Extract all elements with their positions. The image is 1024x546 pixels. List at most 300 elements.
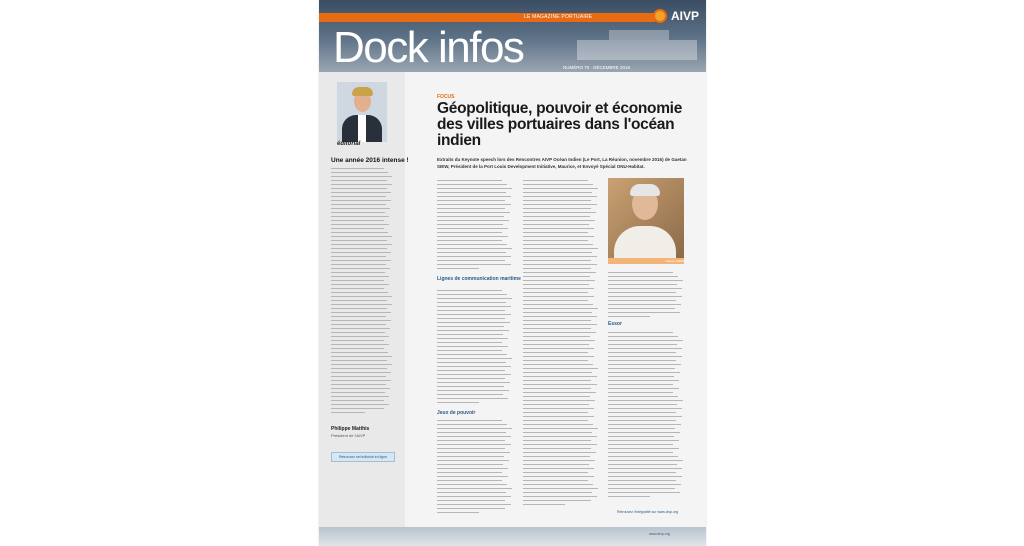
text-line (523, 312, 592, 313)
article-column-3 (608, 332, 684, 500)
text-line (608, 416, 682, 417)
article-subhead: Jeux de pouvoir (437, 410, 476, 416)
text-line (331, 336, 389, 337)
text-line (523, 216, 590, 217)
text-line (523, 304, 593, 305)
text-line (523, 276, 590, 277)
text-line (608, 356, 682, 357)
text-line (331, 188, 387, 189)
text-line (523, 320, 591, 321)
text-line (523, 372, 592, 373)
text-line (331, 256, 386, 257)
text-line (523, 220, 595, 221)
text-line (437, 354, 507, 355)
text-line (437, 512, 479, 513)
text-line (523, 228, 594, 229)
text-line (437, 252, 506, 253)
text-line (331, 276, 389, 277)
text-line (523, 388, 591, 389)
text-line (437, 334, 503, 335)
text-line (437, 432, 506, 433)
text-line (523, 420, 588, 421)
article-photo (608, 178, 684, 258)
text-line (523, 344, 589, 345)
text-line (437, 346, 508, 347)
text-line (437, 370, 505, 371)
text-line (437, 390, 509, 391)
text-line (523, 396, 590, 397)
text-line (523, 236, 594, 237)
text-line (608, 280, 683, 281)
text-line (331, 264, 386, 265)
text-line (608, 296, 682, 297)
text-line (331, 340, 384, 341)
text-line (523, 356, 594, 357)
text-line (437, 428, 512, 429)
text-line (523, 240, 588, 241)
text-line (437, 456, 504, 457)
text-line (608, 332, 673, 333)
text-line (523, 328, 591, 329)
text-line (608, 308, 675, 309)
text-line (523, 232, 588, 233)
text-line (437, 448, 505, 449)
text-line (437, 504, 511, 505)
text-line (331, 292, 388, 293)
text-line (608, 464, 677, 465)
text-line (437, 464, 503, 465)
text-line (608, 368, 675, 369)
text-line (437, 366, 511, 367)
text-line (523, 204, 597, 205)
text-line (331, 308, 387, 309)
text-line (523, 264, 597, 265)
text-line (437, 444, 511, 445)
text-line (523, 248, 598, 249)
text-line (523, 368, 598, 369)
text-line (331, 284, 389, 285)
text-line (523, 208, 591, 209)
text-line (437, 298, 512, 299)
text-line (437, 290, 502, 291)
newsletter-page (319, 0, 706, 546)
text-line (437, 472, 502, 473)
text-line (523, 256, 597, 257)
text-line (523, 180, 588, 181)
text-line (437, 314, 511, 315)
text-line (437, 240, 502, 241)
text-line (331, 328, 390, 329)
text-line (437, 496, 511, 497)
text-line (523, 280, 595, 281)
editorial-text (331, 168, 393, 416)
text-line (331, 404, 389, 405)
text-line (608, 292, 676, 293)
text-line (523, 284, 589, 285)
text-line (331, 412, 365, 413)
editorial-heading: Une année 2016 intense ! (331, 157, 409, 164)
page-footer (319, 527, 706, 546)
text-line (523, 196, 597, 197)
text-line (523, 288, 594, 289)
text-line (608, 344, 677, 345)
article-column-1 (437, 180, 513, 272)
text-line (608, 408, 682, 409)
text-line (437, 294, 507, 295)
text-line (331, 364, 392, 365)
text-line (608, 316, 650, 317)
editorial-signature-title: Président de l'AIVP (331, 433, 366, 438)
text-line (437, 236, 508, 237)
text-line (523, 488, 598, 489)
text-line (523, 476, 594, 477)
text-line (437, 460, 509, 461)
text-line (331, 320, 391, 321)
text-line (437, 350, 502, 351)
text-line (331, 344, 389, 345)
editorial-signature: Philippe Matthis (331, 426, 370, 432)
text-line (608, 428, 675, 429)
text-line (608, 272, 673, 273)
text-line (523, 268, 591, 269)
text-line (523, 460, 595, 461)
text-line (523, 380, 591, 381)
text-line (608, 348, 682, 349)
text-line (331, 200, 391, 201)
text-line (523, 224, 589, 225)
text-line (437, 204, 511, 205)
text-line (523, 480, 588, 481)
text-line (523, 260, 591, 261)
text-line (437, 318, 505, 319)
text-line (331, 380, 391, 381)
text-line (608, 460, 683, 461)
text-line (331, 368, 387, 369)
text-line (523, 308, 598, 309)
text-line (523, 244, 593, 245)
text-line (608, 376, 674, 377)
text-line (437, 224, 503, 225)
text-line (437, 500, 505, 501)
footer-url[interactable]: www.aivp.org (649, 532, 670, 536)
text-line (608, 432, 680, 433)
text-line (331, 220, 384, 221)
text-line (437, 306, 511, 307)
text-line (331, 408, 384, 409)
text-line (331, 196, 386, 197)
text-line (523, 188, 598, 189)
text-line (608, 284, 677, 285)
photo-caption: Gaetan SIEW (608, 258, 684, 264)
text-line (523, 452, 596, 453)
text-line (437, 440, 505, 441)
text-line (523, 468, 594, 469)
text-line (437, 196, 511, 197)
text-line (523, 428, 598, 429)
text-line (331, 232, 388, 233)
text-line (331, 180, 387, 181)
text-line (331, 244, 392, 245)
text-line (331, 236, 392, 237)
text-line (437, 184, 507, 185)
text-line (608, 492, 680, 493)
text-line (331, 288, 384, 289)
text-line (523, 348, 594, 349)
article-intro: Extraits du Keynote speech lors des Rencontres AIVP Océan Indien (Le Port, La Réunion, novembre 2016) de Gaetan SIEW, Président de la Port Louis Development Initiative, Maurice, et Envoyé Spécial ONU-Habitat. (437, 157, 687, 169)
text-line (523, 440, 591, 441)
text-line (608, 420, 676, 421)
text-line (523, 376, 597, 377)
text-line (523, 448, 591, 449)
aivp-logo-text: AIVP (671, 9, 700, 23)
text-line (331, 360, 387, 361)
text-line (608, 440, 679, 441)
ship-silhouette (609, 30, 669, 40)
text-line (608, 448, 679, 449)
masthead-tagline: LE MAGAZINE PORTUAIRE (524, 14, 593, 20)
text-line (523, 436, 597, 437)
text-line (331, 300, 387, 301)
text-line (437, 208, 505, 209)
text-line (523, 292, 588, 293)
text-line (331, 280, 384, 281)
text-line (437, 488, 512, 489)
text-line (523, 496, 597, 497)
text-line (331, 176, 392, 177)
text-line (331, 272, 385, 273)
text-line (608, 340, 683, 341)
text-line (331, 348, 384, 349)
text-line (523, 200, 591, 201)
text-line (608, 436, 674, 437)
text-line (608, 404, 677, 405)
text-line (437, 374, 511, 375)
article-column-3 (608, 272, 684, 320)
text-line (523, 212, 596, 213)
text-line (437, 326, 504, 327)
text-line (437, 244, 507, 245)
text-line (523, 444, 597, 445)
text-line (437, 256, 511, 257)
text-line (331, 388, 390, 389)
text-line (331, 248, 387, 249)
text-line (437, 358, 512, 359)
text-line (608, 380, 679, 381)
text-line (331, 400, 384, 401)
article-column-1 (437, 290, 513, 406)
text-line (523, 500, 591, 501)
text-line (437, 180, 502, 181)
text-line (331, 204, 386, 205)
masthead (319, 0, 706, 72)
text-line (523, 472, 588, 473)
text-line (331, 332, 385, 333)
text-line (608, 276, 678, 277)
text-line (437, 216, 504, 217)
text-line (331, 392, 385, 393)
text-line (608, 352, 676, 353)
text-line (331, 356, 392, 357)
text-line (608, 444, 673, 445)
text-line (331, 372, 391, 373)
text-line (608, 476, 682, 477)
text-line (523, 360, 588, 361)
text-line (437, 424, 507, 425)
text-line (331, 304, 392, 305)
text-line (437, 342, 502, 343)
text-line (523, 408, 594, 409)
text-line (523, 392, 596, 393)
text-line (523, 192, 592, 193)
ship-silhouette (577, 40, 697, 60)
text-line (608, 304, 681, 305)
text-line (523, 296, 594, 297)
text-line (437, 212, 510, 213)
aivp-logo-icon (653, 9, 667, 23)
text-line (608, 456, 678, 457)
text-line (437, 330, 509, 331)
text-line (331, 184, 392, 185)
text-line (437, 492, 506, 493)
text-line (523, 316, 597, 317)
text-line (523, 384, 597, 385)
text-line (437, 386, 504, 387)
text-line (608, 384, 673, 385)
text-line (523, 364, 593, 365)
text-line (523, 456, 590, 457)
text-line (608, 472, 676, 473)
text-line (331, 208, 390, 209)
text-line (523, 272, 596, 273)
text-line (437, 394, 503, 395)
text-line (437, 398, 508, 399)
text-line (608, 364, 681, 365)
text-line (437, 302, 506, 303)
text-line (331, 268, 390, 269)
text-line (608, 412, 676, 413)
text-line (523, 352, 588, 353)
text-line (331, 296, 392, 297)
text-line (608, 360, 676, 361)
text-line (437, 310, 505, 311)
text-line (437, 508, 505, 509)
text-line (437, 402, 479, 403)
text-line (608, 496, 650, 497)
text-line (523, 340, 595, 341)
text-line (523, 184, 593, 185)
text-line (608, 288, 682, 289)
text-line (608, 396, 678, 397)
text-line (523, 332, 596, 333)
text-line (523, 464, 589, 465)
text-line (437, 452, 510, 453)
text-line (608, 400, 683, 401)
text-line (523, 336, 590, 337)
text-line (608, 372, 680, 373)
text-line (437, 436, 511, 437)
text-line (437, 378, 505, 379)
text-line (437, 268, 479, 269)
newsletter-title: Dock infos (333, 23, 524, 72)
text-line (437, 382, 510, 383)
text-line (331, 224, 389, 225)
text-line (331, 376, 386, 377)
editorial-label: éditorial (337, 141, 361, 147)
text-line (608, 480, 676, 481)
text-line (608, 488, 675, 489)
text-line (331, 212, 385, 213)
text-line (331, 216, 389, 217)
text-line (608, 300, 676, 301)
text-line (523, 400, 595, 401)
text-line (608, 468, 682, 469)
text-line (331, 228, 384, 229)
article-subhead: Essor (608, 321, 622, 327)
text-line (437, 322, 510, 323)
text-line (437, 248, 512, 249)
text-line (437, 484, 507, 485)
text-line (523, 324, 597, 325)
text-line (437, 420, 502, 421)
text-line (331, 312, 391, 313)
article-rubric: FOCUS (437, 94, 455, 100)
text-line (437, 468, 508, 469)
text-line (608, 312, 680, 313)
text-line (523, 424, 593, 425)
text-line (523, 484, 593, 485)
issue-number: NUMÉRO 70 · DÉCEMBRE 2016 (563, 65, 631, 70)
text-line (608, 336, 678, 337)
article-footnote-link[interactable]: Retrouvez l'intégralité sur www.aivp.org (617, 510, 679, 514)
text-line (523, 252, 592, 253)
article-subhead: Lignes de communication maritime (437, 276, 521, 282)
text-line (437, 192, 506, 193)
text-line (331, 252, 391, 253)
text-line (331, 192, 391, 193)
text-line (523, 416, 594, 417)
text-line (608, 392, 673, 393)
text-line (437, 362, 506, 363)
editorial-online-link[interactable]: Retrouvez cet éditorial en ligne (331, 452, 395, 462)
text-line (523, 412, 588, 413)
text-line (331, 384, 386, 385)
article-column-2 (523, 180, 599, 508)
text-line (523, 492, 592, 493)
text-line (437, 476, 508, 477)
text-line (437, 232, 502, 233)
text-line (523, 300, 588, 301)
masthead-orange-bar (319, 13, 655, 22)
text-line (608, 424, 681, 425)
text-line (523, 432, 592, 433)
text-line (437, 220, 509, 221)
text-line (608, 484, 681, 485)
text-line (331, 240, 387, 241)
text-line (437, 260, 505, 261)
text-line (331, 324, 386, 325)
text-line (331, 260, 391, 261)
text-line (523, 404, 589, 405)
text-line (437, 200, 505, 201)
text-line (331, 172, 388, 173)
text-line (331, 316, 386, 317)
text-line (331, 352, 388, 353)
text-line (437, 264, 511, 265)
text-line (608, 452, 673, 453)
editorial-portrait (337, 82, 387, 142)
text-line (523, 504, 565, 505)
text-line (608, 388, 679, 389)
